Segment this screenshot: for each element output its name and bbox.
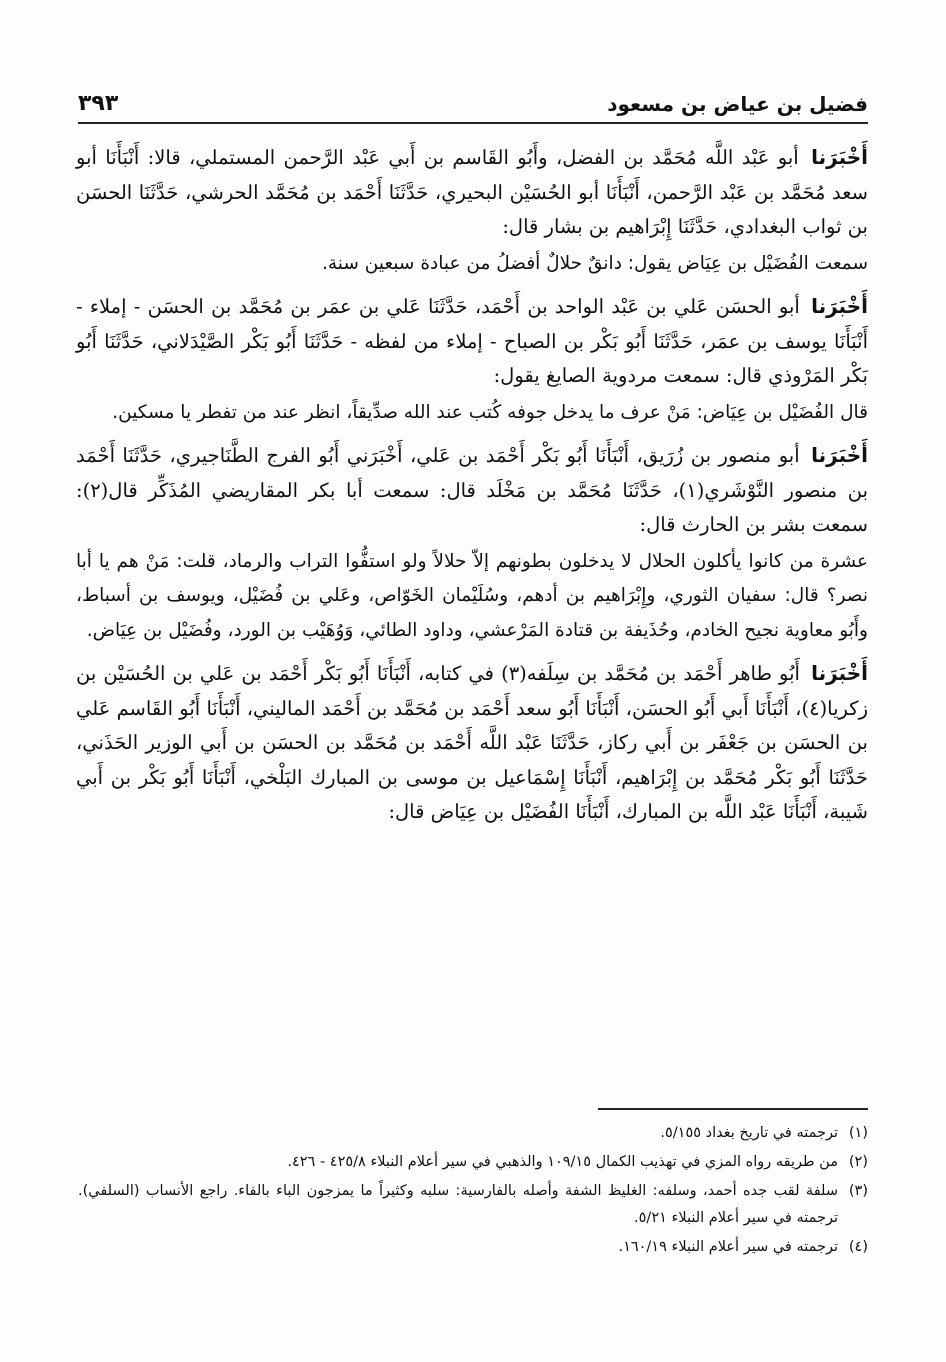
isnad-text: أبو عَبْد اللَّه مُحَمَّد بن الفضل، وأَبُو القَاسم بن أَبي عَبْد الرَّحمن المستملي، قالا: أَنْبَأَنَا أبو سعد مُحَمَّد بن عَبْد الرَّحمن، أَنْبَأَنَا أبو الحُسَيْن البحيري، حَدَّثَنَا أَحْمَد بن مُحَمَّد الحرشي، حَدَّثَنَا الحسَن بن ثواب البغدادي، حَدَّثَنَا إِبْرَاهيم بن بشار قال:	[76, 146, 868, 238]
footnote-divider	[598, 1108, 868, 1110]
footnote-text: ترجمته في تاريخ بغداد ٥/١٥٥.	[660, 1125, 838, 1141]
footnotes	[78, 1120, 868, 1263]
footnote	[78, 1178, 868, 1232]
footnote	[78, 1234, 868, 1261]
quote-text: عشرة من كانوا يأكلون الحلال لا يدخلون بطونهم إلاّ حلالاً ولو استفُّوا التراب والرماد، قلت: مَنْ هم يا أبا نصر؟ قال: سفيان الثوري، وإِبْرَاهيم بن أدهم، وسُلَيْمان الخَوّاص، وعَلي بن فُضَيْل، ويوسف بن أسباط، وأَبُو معاوية نجيح الخادم، وحُذَيفة بن قتادة المَرْعشي، وداود الطائي، وَوُهَيْب بن الورد، وفُضَيْل بن عِيَاض.	[76, 550, 868, 641]
footnote-number: (٣)	[848, 1183, 868, 1199]
page-header	[78, 76, 868, 124]
footnote	[78, 1149, 868, 1176]
paragraph	[76, 289, 868, 394]
footnote-text: ترجمته في سير أعلام النبلاء ١٦٠/١٩.	[618, 1239, 838, 1255]
footnote-text: من طريقه رواه المزي في تهذيب الكمال ١٠٩/١٥ والذهبي في سير أعلام النبلاء ٤٢٥/٨ - ٤٢٦.	[287, 1154, 838, 1170]
footnote-number: (١)	[848, 1125, 868, 1141]
paragraph	[76, 140, 868, 245]
paragraph	[76, 656, 868, 830]
footnote-number: (٤)	[848, 1239, 868, 1255]
running-title: فضيل بن عياض بن مسعود	[607, 92, 868, 116]
paragraph-keyword: أَخْبَرَنا	[811, 661, 868, 685]
isnad-text: أبو منصور بن زُرَيق، أَنْبَأَنَا أَبُو بَكْر أَحْمَد بن عَلي، أَخْبَرَني أَبُو الفرج الطَّنَاجيري، حَدَّثَنَا أَحْمَد بن منصور النَّوْشَري(١)، حَدَّثَنَا مُحَمَّد بن مَخْلَد قال: سمعت أبا بكر المقاريضي المُذَكِّر قال(٢): سمعت بشر بن الحارث قال:	[76, 444, 869, 536]
paragraph-keyword: أَخْبَرَنا	[811, 145, 869, 169]
quote-text: سمعت الفُضَيْل بن عِيَاض يقول: دانقٌ حلالٌ أفضلُ من عبادة سبعين سنة.	[322, 252, 868, 274]
footnote	[78, 1120, 868, 1147]
footnote-text: سلفة لقب جده أحمد، وسلفه: الغليظ الشفة وأصله بالفارسية: سلبه وكثيراً ما يمزجون الباء بالفاء. راجع الأنساب (السلفي). ترجمته في سير أعلام النبلاء ٥/٢١.	[78, 1183, 838, 1226]
quote-text: قال الفُضَيْل بن عِيَاض: مَنْ عرف ما يدخل جوفه كُتب عند الله صدِّيقاً، انظر عند من تفطر يا مسكين.	[112, 401, 868, 423]
footnote-number: (٢)	[848, 1154, 868, 1170]
paragraph-keyword: أَخْبَرَنا	[811, 443, 869, 467]
main-text	[76, 140, 868, 832]
paragraph-keyword: أَخْبَرَنا	[811, 294, 868, 318]
isnad-text: أَبُو طاهر أَحْمَد بن مُحَمَّد بن سِلَفه(٣) في كتابه، أَنْبَأَنَا أَبُو بَكْر أَحْمَد بن عَلي بن الحُسَيْن بن زكريا(٤)، أَنْبَأَنَا أَبي أَبُو الحسَن، أَنْبَأَنَا أَبُو سعد أَحْمَد بن مُحَمَّد بن أَحْمَد الماليني، أَنْبَأَنَا أَبُو القَاسم عَلي بن الحسَن بن جَعْفَر بن أَبي ركاز، حَدَّثَنَا عَبْد اللَّه أَحْمَد بن مُحَمَّد بن الحسَن بن أَبي الوزير الحَذَني، حَدَّثَنَا أَبُو بَكْر مُحَمَّد بن إِبْرَاهيم، أَنْبَأَنَا إِسْمَاعيل بن موسى بن المبارك البَلْخي، أَنْبَأَنَا أَبُو بَكْر بن أَبي شَيبة، أَنْبَأَنَا عَبْد اللَّه بن المبارك، أَنْبَأَنَا الفُضَيْل بن عِيَاض قال:	[76, 662, 868, 823]
paragraph	[76, 438, 868, 543]
isnad-text: أبو الحسَن عَلي بن عَبْد الواحد بن أَحْمَد، حَدَّثَنَا عَلي بن عمَر بن مُحَمَّد بن الحسَن - إملاء - أَنْبَأَنَا يوسف بن عمَر، حَدَّثَنَا أَبُو بَكْر بن الصباح - إملاء من لفظه - حَدَّثَنَا أَبُو بَكْر الصَّيْدَلاني، حَدَّثَنَا أَبُو بَكْر المَرْوذي قال: سمعت مردوية الصايغ يقول:	[76, 295, 868, 387]
page-number: ٣٩٣	[78, 91, 119, 116]
